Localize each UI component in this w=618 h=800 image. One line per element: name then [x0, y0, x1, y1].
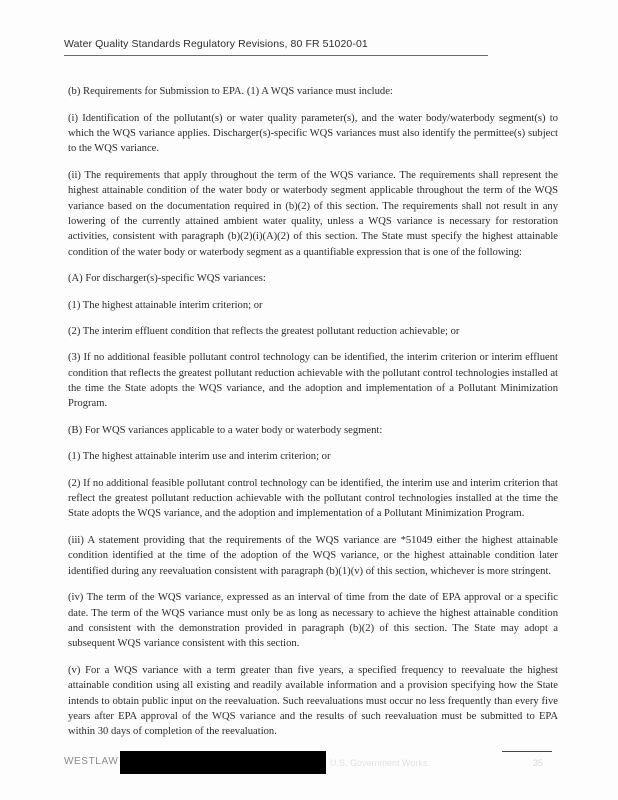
header-divider — [64, 55, 488, 56]
paragraph-A-2: (2) The interim effluent condition that reflects the greatest pollutant reduction achievable; or — [68, 326, 460, 338]
paragraph-A: (A) For discharger(s)-specific WQS variances: — [68, 273, 266, 285]
paragraph-A-1: (1) The highest attainable interim criterion; or — [68, 299, 263, 311]
footer-divider — [502, 751, 552, 752]
redaction-bar — [120, 751, 326, 774]
paragraph-i: (i) Identification of the pollutant(s) or water quality parameter(s), and the water body/waterbody segment(s) to which the WQS variance applies. Discharger(s)-specific WQS variances must also identify the permittee(s) subject to the WQS variance. — [68, 112, 558, 155]
page-number: 35 — [533, 758, 544, 768]
footer-notice: U.S. Government Works. — [330, 758, 430, 768]
paragraph-ii: (ii) The requirements that apply throughout the term of the WQS variance. The requirements shall represent the highest attainable condition of the water body or waterbody segment applicable throughout the term of the WQS variance based on the documentation required in (b)(2) of this section. The requirements shall not result in any lowering of the currently attained ambient water quality, unless a WQS variance is necessary for restoration activities, consistent with paragraph (b)(2)(i)(A)(2) of this section. The State must specify the highest attainable condition of the water body or waterbody segment as a quantifiable expression that is one of the following: — [68, 170, 558, 258]
paragraph-iv: (iv) The term of the WQS variance, expressed as an interval of time from the date of EPA approval or a specific date. The term of the WQS variance must only be as long as necessary to achieve the highest attainable condition and consistent with the demonstration provided in paragraph (b)(2) of this section. The State may adopt a subsequent WQS variance consistent with this section. — [68, 592, 558, 650]
paragraph-B-1: (1) The highest attainable interim use and interim criterion; or — [68, 451, 331, 463]
paragraph-B: (B) For WQS variances applicable to a water body or waterbody segment: — [68, 425, 383, 437]
paragraph-iii: (iii) A statement providing that the requirements of the WQS variance are *51049 either the highest attainable condition identified at the time of the adoption of the WQS variance, or the highest attainable condition later identified during any reevaluation consistent with paragraph (b)(1)(v) of this section, whichever is more stringent. — [68, 535, 558, 577]
document-body — [68, 84, 558, 751]
paragraph-B-2: (2) If no additional feasible pollutant control technology can be identified, the interim use and interim criterion that reflect the greatest pollutant reduction achievable with the pollutant control technologies installed at the time the State adopts the WQS variance, and the adoption and implementation of a Pollutant Minimization Program. — [68, 477, 558, 520]
paragraph-b-requirements: (b) Requirements for Submission to EPA. (1) A WQS variance must include: — [68, 86, 393, 97]
footer-brand: WESTLAW — [64, 756, 119, 767]
paragraph-v: (v) For a WQS variance with a term greater than five years, a specified frequency to reevaluate the highest attainable condition using all existing and readily available information and a provision specifying how the State intends to obtain public input on the reevaluation. Such reevaluations must occur no less frequently than every five years after EPA approval of the WQS variance and the results of such reevaluation must be submitted to EPA within 30 days of completion of the reevaluation. — [68, 665, 558, 738]
paragraph-A-3: (3) If no additional feasible pollutant control technology can be identified, the interim criterion or interim effluent condition that reflects the greatest pollutant reduction achievable with the pollutant control technologies installed at the time the State adopts the WQS variance, and the adoption and implementation of a Pollutant Minimization Program. — [68, 352, 558, 410]
page-header-title: Water Quality Standards Regulatory Revisions, 80 FR 51020-01 — [64, 38, 368, 50]
